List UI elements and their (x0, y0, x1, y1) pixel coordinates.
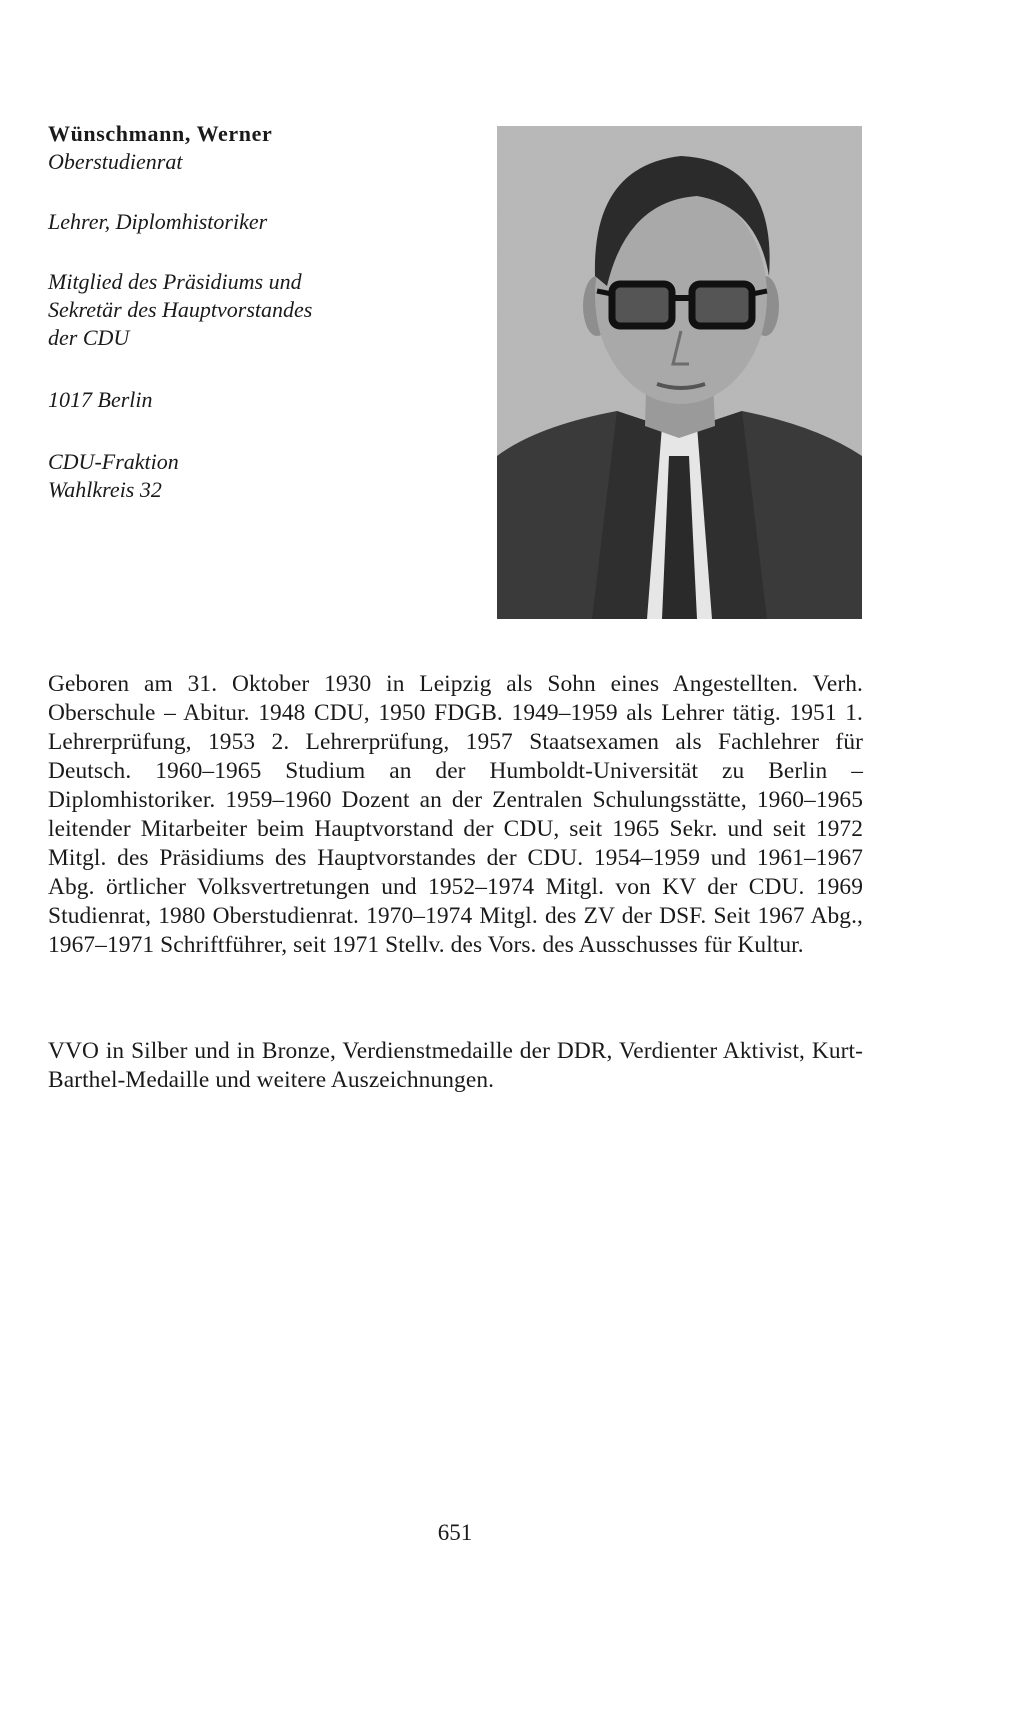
page-number: 651 (437, 1520, 473, 1545)
position-line: der CDU (48, 325, 130, 350)
awards-text: VVO in Silber und in Bronze, Verdienstmedaille der DDR, Verdienter Aktivist, Kurt-Barthel-Medaille und weitere Auszeichnungen. (48, 1038, 863, 1093)
biography-text: Geboren am 31. Oktober 1930 in Leipzig als Sohn eines Angestellten. Verh. Oberschule – Abitur. 1948 CDU, 1950 FDGB. 1949–1959 als Lehrer tätig. 1951 1. Lehrerprüfung, 1953 2. Lehrerprüfung, 1957 Staatsexamen als Fachlehrer für Deutsch. 1960–1965 Studium an der Humboldt-Universität zu Berlin – Diplomhistoriker. 1959–1960 Dozent an der Zentralen Schulungsstätte, 1960–1965 leitender Mitarbeiter beim Hauptvorstand der CDU, seit 1965 Sekr. und seit 1972 Mitgl. des Präsidiums des Hauptvorstandes der CDU. 1954–1959 und 1961–1967 Abg. örtlicher Volksvertretungen und 1952–1974 Mitgl. von KV der CDU. 1969 Studienrat, 1980 Oberstudienrat. 1970–1974 Mitgl. des ZV der DSF. Seit 1967 Abg., 1967–1971 Schriftführer, seit 1971 Stellv. des Vors. des Ausschusses für Kultur. (48, 671, 863, 958)
person-constituency: Wahlkreis 32 (48, 477, 162, 502)
entry-header (48, 120, 468, 504)
position-line: Sekretär des Hauptvorstandes (48, 297, 313, 322)
portrait-photo-icon (497, 126, 862, 619)
person-faction: CDU-Fraktion (48, 449, 179, 474)
person-title: Oberstudienrat (48, 149, 183, 174)
person-profession: Lehrer, Diplomhistoriker (48, 209, 268, 234)
position-line: Mitglied des Präsidiums und (48, 269, 302, 294)
person-address: 1017 Berlin (48, 387, 153, 412)
person-name: Wünschmann, Werner (48, 121, 273, 146)
